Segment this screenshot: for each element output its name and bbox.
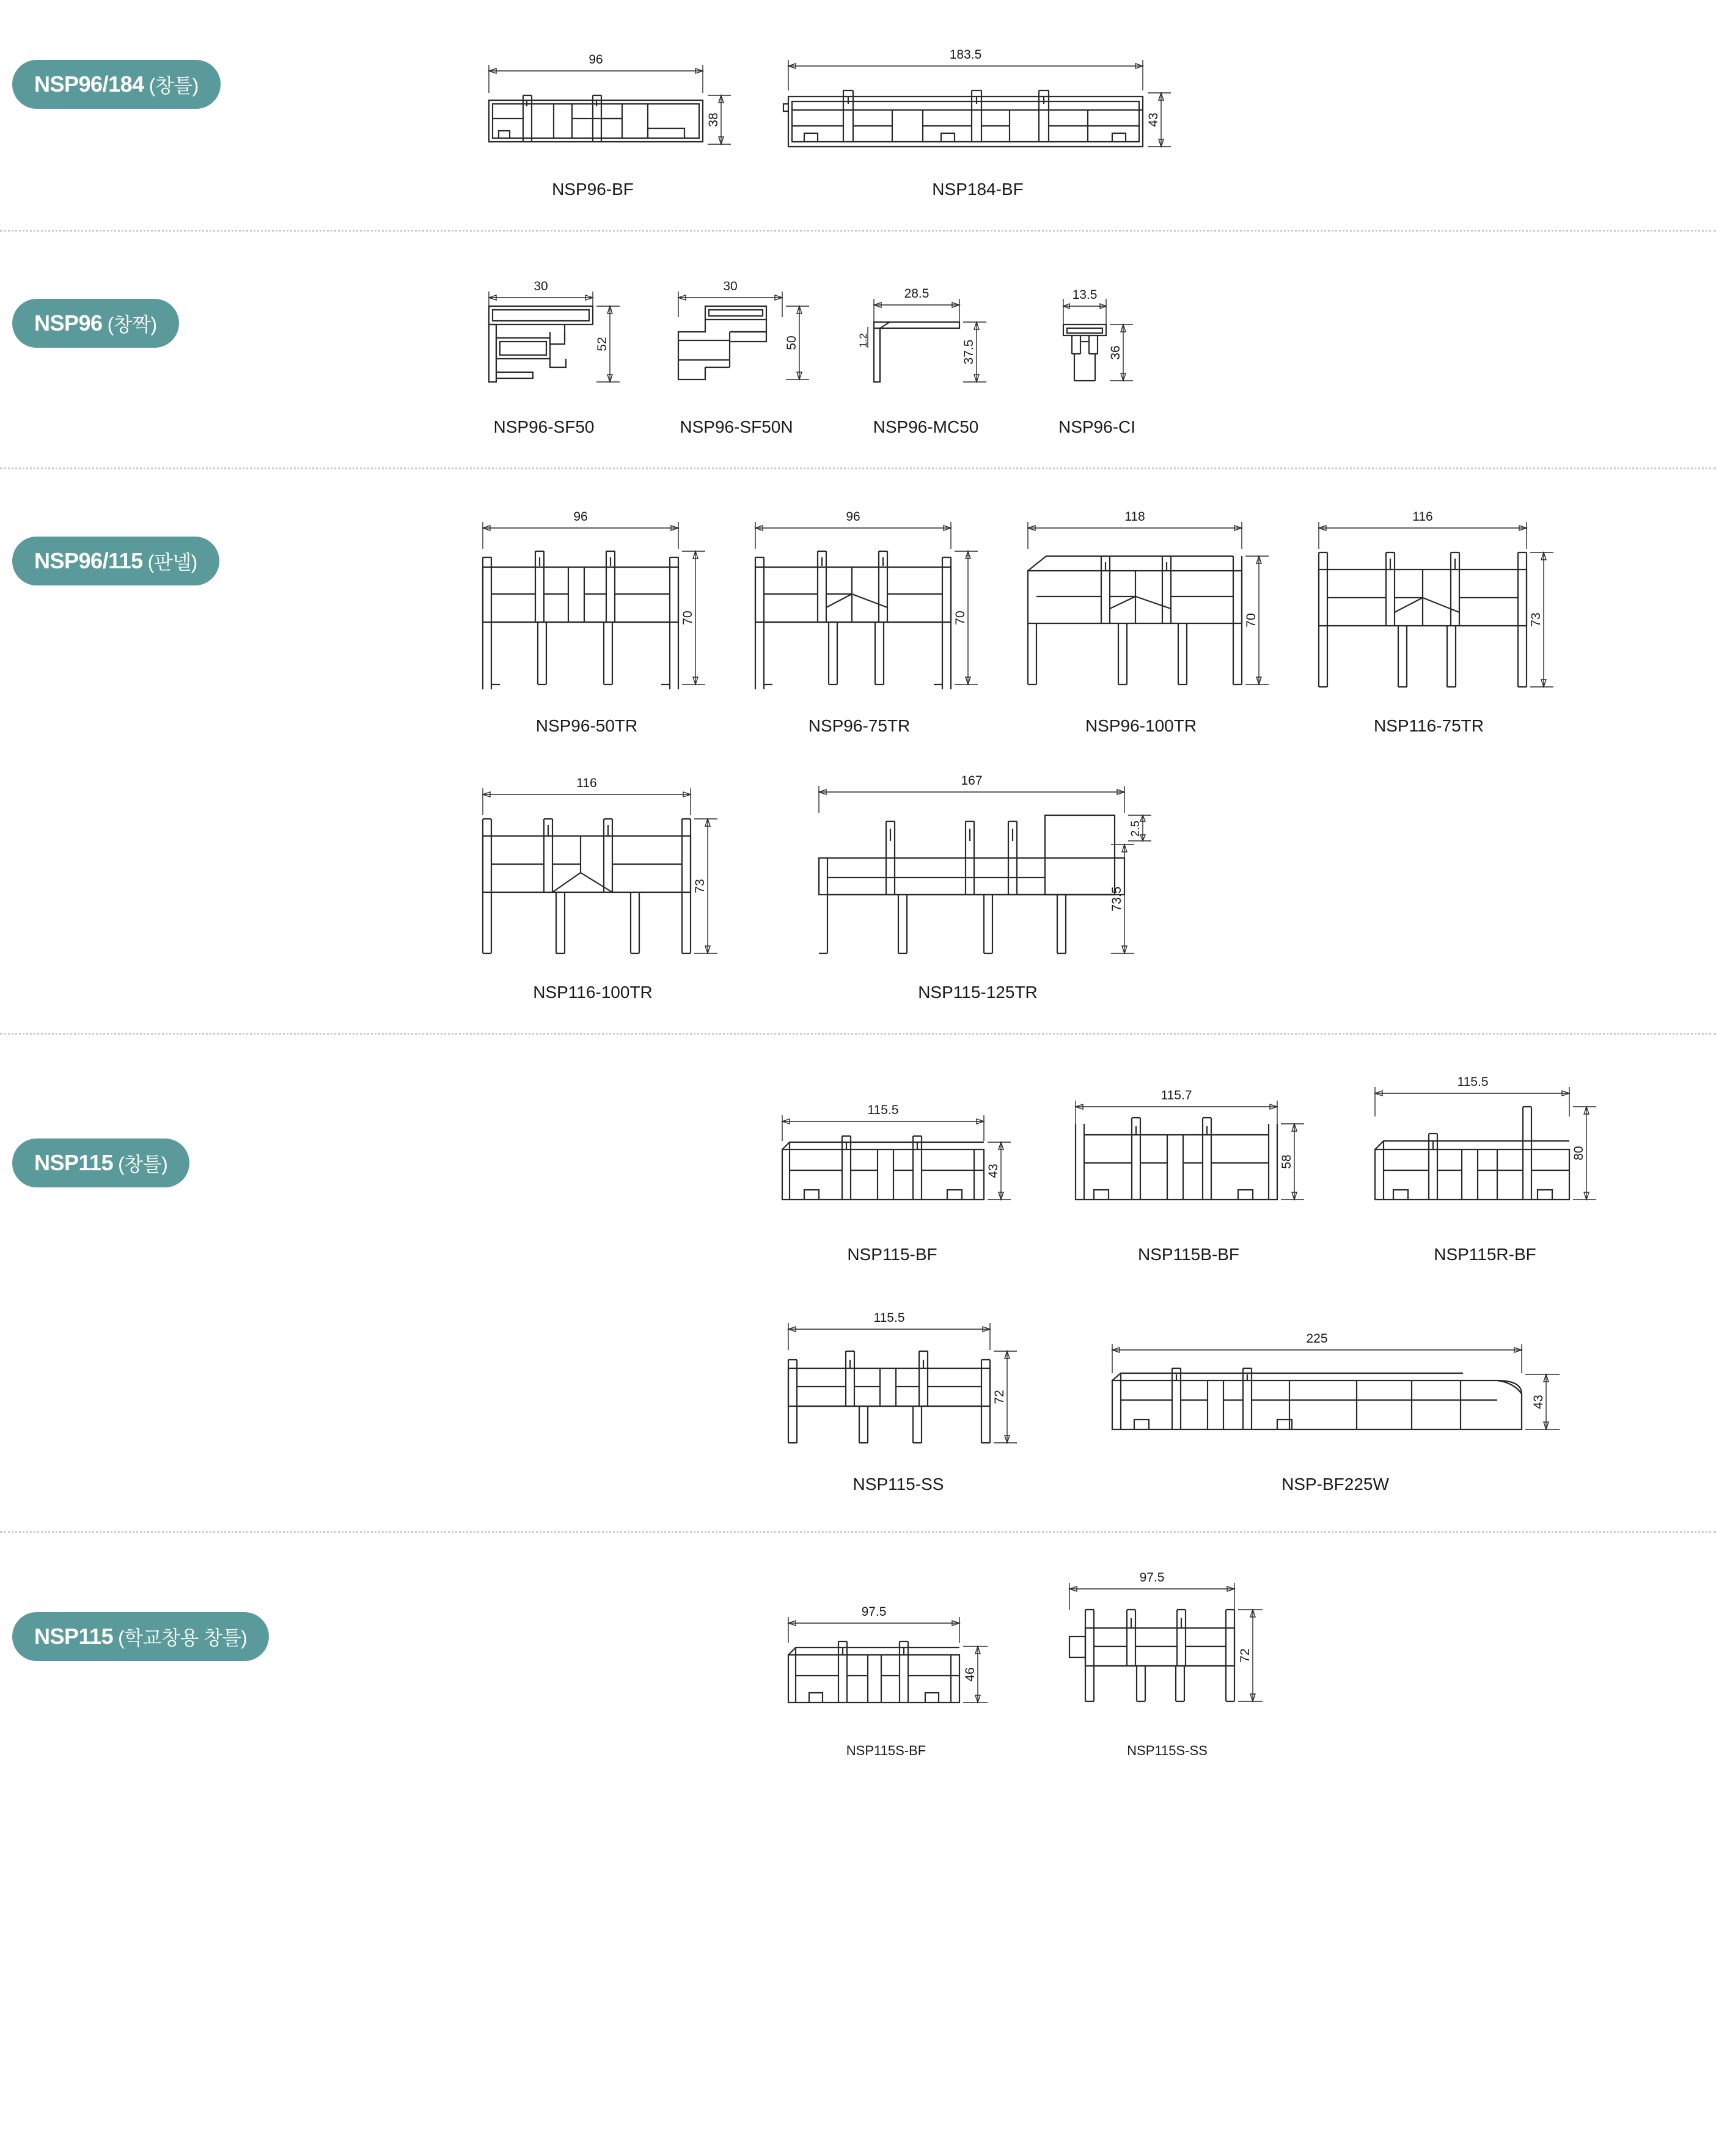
profile-item xyxy=(1010,506,1272,736)
profile-caption: NSP115B-BF xyxy=(1138,1245,1239,1264)
dim-width-label: 96 xyxy=(846,510,860,524)
profile-caption: NSP115-SS xyxy=(853,1475,944,1494)
profile-figure-nsp115s-bf xyxy=(770,1594,1002,1734)
dim-height-label: 73.5 xyxy=(1110,886,1124,912)
dim-height-label: 80 xyxy=(1572,1146,1586,1160)
dim-width-label: 30 xyxy=(534,279,548,293)
profile-caption: NSP115S-BF xyxy=(846,1743,926,1758)
dim-height-label: 37.5 xyxy=(962,339,976,365)
dim-height-label: 70 xyxy=(1244,613,1258,628)
profile-caption: NSP116-75TR xyxy=(1373,716,1484,735)
section-label-col xyxy=(0,1575,373,1661)
section-pill-nsp96-184 xyxy=(12,60,221,109)
profile-item xyxy=(1039,268,1155,437)
dim-height-label: 70 xyxy=(681,610,695,625)
section-pill-nsp96-115 xyxy=(12,537,219,585)
drawing-row xyxy=(373,1571,1716,1759)
profile-item xyxy=(464,268,623,437)
profile-figure-nsp184-bf xyxy=(770,37,1186,171)
section-nsp115-school-frame xyxy=(0,1533,1716,1814)
pill-category: (창짝) xyxy=(107,314,157,336)
profile-item xyxy=(1057,1077,1320,1264)
dim-width-label: 97.5 xyxy=(1139,1571,1165,1585)
section-label-col xyxy=(0,37,373,109)
profile-item xyxy=(660,268,813,437)
profile-item xyxy=(770,1307,1027,1494)
profile-item xyxy=(1051,1571,1283,1759)
section-pill-nsp115-school xyxy=(12,1612,269,1661)
section-nsp115-frame xyxy=(0,1035,1716,1531)
dim-width-label: 13.5 xyxy=(1072,288,1098,302)
section-label-col xyxy=(0,506,373,585)
dim-height-label: 72 xyxy=(992,1390,1007,1404)
dim-height-label: 46 xyxy=(963,1667,977,1682)
dim-height-label: 72 xyxy=(1238,1648,1252,1663)
pill-code: NSP96/184 xyxy=(34,72,144,97)
dim-width-label: 28.5 xyxy=(904,287,930,301)
profile-figure-nsp96-50tr xyxy=(464,506,709,708)
dim-width-label: 118 xyxy=(1124,510,1145,524)
profile-figure-nsp96-bf xyxy=(464,37,721,171)
pill-code: NSP115 xyxy=(34,1624,114,1649)
profile-figure-nsp96-sf50 xyxy=(464,268,623,409)
profile-item xyxy=(801,772,1155,1002)
dim-width-label: 96 xyxy=(573,510,588,524)
profile-caption: NSP96-50TR xyxy=(535,716,638,735)
dim-width-label: 115.7 xyxy=(1160,1088,1192,1102)
profile-caption: NSP115-125TR xyxy=(918,983,1038,1002)
profile-figure-nsp115-ss xyxy=(770,1307,1027,1466)
profile-caption: NSP-BF225W xyxy=(1282,1475,1389,1494)
dim-height-label: 52 xyxy=(595,337,609,351)
profile-caption: NSP96-CI xyxy=(1058,417,1136,436)
section-nsp96-115-panel xyxy=(0,469,1716,1033)
dim-width-label: 183.5 xyxy=(949,48,982,62)
pill-category: (창틀) xyxy=(118,1153,168,1175)
profile-figure-nsp96-100tr xyxy=(1010,506,1272,708)
profile-figure-nsp115r-bf xyxy=(1357,1077,1613,1236)
profile-caption: NSP96-MC50 xyxy=(873,417,979,436)
profile-figure-nsp115s-ss xyxy=(1051,1571,1283,1734)
drawing-row xyxy=(373,1307,1716,1494)
profile-figure-nsp96-sf50n xyxy=(660,268,813,409)
dim-height-label: 36 xyxy=(1109,345,1123,360)
drawings xyxy=(373,1077,1716,1494)
profile-caption: NSP115S-SS xyxy=(1127,1743,1208,1758)
pill-category: (판넬) xyxy=(147,551,197,573)
pill-category: (학교창용 창틀) xyxy=(118,1627,248,1649)
drawing-row xyxy=(373,37,1716,199)
section-nsp96-sash xyxy=(0,232,1716,468)
profile-item xyxy=(464,37,721,199)
dim-width-label: 167 xyxy=(961,774,983,788)
drawing-row xyxy=(373,506,1716,736)
dim-height-label: 43 xyxy=(986,1164,1000,1178)
dim-height-label: 50 xyxy=(785,336,799,350)
section-label-col xyxy=(0,1077,373,1187)
profile-caption: NSP96-SF50 xyxy=(493,417,595,436)
profile-figure-nsp96-mc50 xyxy=(849,268,1002,409)
profile-figure-nsp116-100tr xyxy=(464,772,721,974)
section-pill-nsp115 xyxy=(12,1138,189,1187)
dim-width-label: 225 xyxy=(1306,1332,1328,1346)
profile-item xyxy=(1300,506,1557,736)
profile-figure-nsp116-75tr xyxy=(1300,506,1557,708)
dim-width-label: 115.5 xyxy=(1457,1075,1489,1089)
profile-item xyxy=(464,772,721,1002)
section-label-col xyxy=(0,268,373,348)
pill-code: NSP96/115 xyxy=(34,548,143,573)
drawing-row xyxy=(373,1077,1716,1264)
drawings xyxy=(373,37,1716,199)
drawings xyxy=(373,1571,1716,1759)
dim-width-label: 116 xyxy=(1412,510,1433,524)
drawings xyxy=(373,268,1716,437)
dim-width-label: 115.5 xyxy=(867,1103,899,1117)
profile-caption: NSP115R-BF xyxy=(1434,1245,1536,1264)
profile-caption: NSP184-BF xyxy=(932,180,1024,199)
pill-category: (창틀) xyxy=(148,75,199,97)
profile-caption: NSP116-100TR xyxy=(533,983,653,1002)
profile-item xyxy=(849,268,1002,437)
drawings xyxy=(373,506,1716,1002)
section-pill-nsp96 xyxy=(12,299,179,348)
profile-item xyxy=(1357,1077,1613,1264)
section-nsp96-184-frame xyxy=(0,0,1716,230)
dim-height-label: 38 xyxy=(706,112,721,127)
profile-figure-nsp96-75tr xyxy=(737,506,981,708)
pill-code: NSP115 xyxy=(34,1150,114,1175)
profile-caption: NSP96-75TR xyxy=(808,716,911,735)
dim-height-label: 73 xyxy=(693,879,707,893)
dim-extra-label: 2.5 xyxy=(1129,820,1142,837)
drawing-row xyxy=(373,268,1716,437)
profile-caption: NSP96-SF50N xyxy=(680,417,793,436)
profile-caption: NSP96-100TR xyxy=(1085,716,1197,735)
dim-height-label: 43 xyxy=(1531,1395,1546,1409)
dim-width-label: 96 xyxy=(588,53,603,67)
profile-item xyxy=(770,1594,1002,1759)
profile-figure-nsp96-ci xyxy=(1039,268,1155,409)
profile-figure-nsp115b-bf xyxy=(1057,1077,1320,1236)
profile-caption: NSP96-BF xyxy=(552,180,634,199)
dim-width-label: 116 xyxy=(576,776,597,790)
profile-figure-nsp-bf225w xyxy=(1094,1307,1577,1466)
profile-item xyxy=(737,506,981,736)
profile-caption: NSP115-BF xyxy=(847,1245,937,1264)
dim-width-label: 97.5 xyxy=(861,1605,887,1619)
profile-item xyxy=(770,37,1186,199)
dim-width-label: 115.5 xyxy=(873,1311,905,1325)
dim-height-label: 70 xyxy=(953,610,967,625)
dim-height-label: 73 xyxy=(1529,612,1543,627)
profile-item xyxy=(464,506,709,736)
dim-height-label: 58 xyxy=(1280,1154,1294,1169)
drawing-row xyxy=(373,772,1716,1002)
dim-width-label: 30 xyxy=(723,279,738,293)
dim-height-label: 43 xyxy=(1146,112,1160,127)
profile-item xyxy=(1094,1307,1577,1494)
profile-figure-nsp115-bf xyxy=(764,1077,1021,1236)
profile-figure-nsp115-125tr xyxy=(801,772,1155,974)
dim-extra-label: 1.2 xyxy=(857,333,869,348)
pill-code: NSP96 xyxy=(34,310,103,336)
profile-item xyxy=(764,1077,1021,1264)
